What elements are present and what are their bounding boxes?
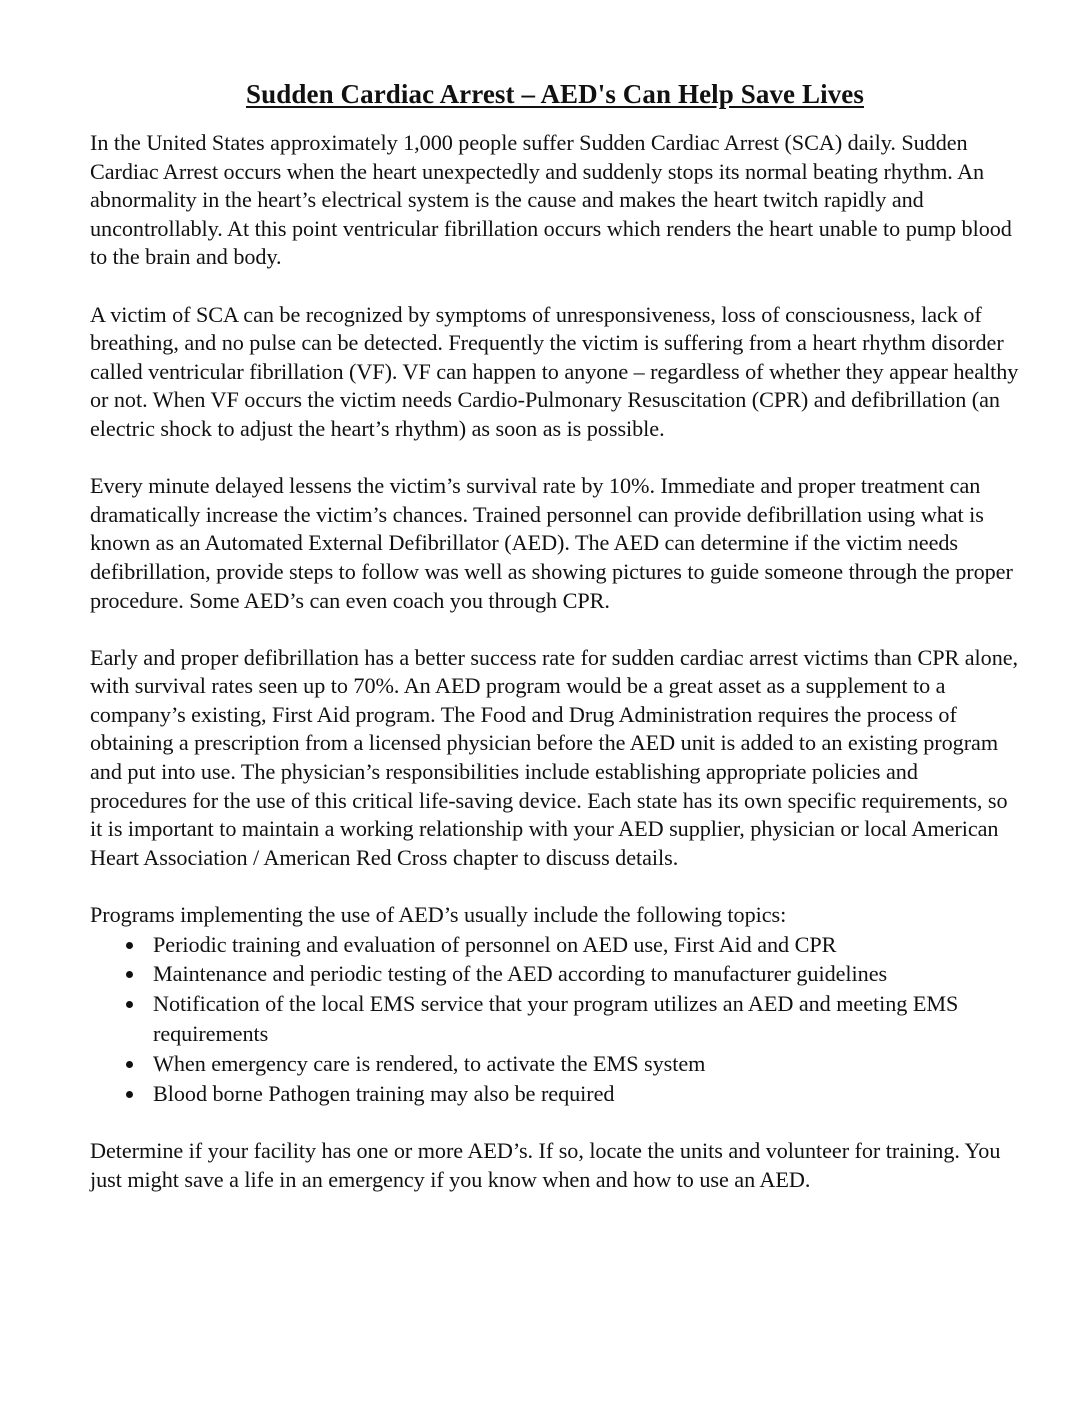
list-item-text: Notification of the local EMS service that your program utilizes an AED and meeting EMS requirements (153, 991, 959, 1047)
bullet-icon (126, 1001, 133, 1008)
topics-intro: Programs implementing the use of AED’s usually include the following topics: (90, 902, 787, 928)
list-item (90, 1079, 1020, 1109)
paragraph-sca-overview: In the United States approximately 1,000 people suffer Sudden Cardiac Arrest (SCA) daily. Sudden Cardiac Arrest occurs when the heart unexpectedly and suddenly stops its normal beating rhythm. An abnormality in the heart’s electrical system is the cause and makes the heart twitch rapidly and uncontrollably. At this point ventricular fibrillation occurs which renders the heart unable to pump blood to the brain and body. (90, 130, 1012, 270)
closing-paragraph: Determine if your facility has one or more AED’s. If so, locate the units and volunteer for training. You just might save a life in an emergency if you know when and how to use an AED. (90, 1138, 1001, 1192)
list-item (90, 989, 1020, 1049)
list-item (90, 959, 1020, 989)
topics-list (90, 930, 1020, 1109)
list-item-text: Maintenance and periodic testing of the AED according to manufacturer guidelines (153, 961, 888, 987)
bullet-icon (126, 1061, 133, 1068)
bullet-icon (126, 971, 133, 978)
paragraph-aed-treatment: Every minute delayed lessens the victim’s survival rate by 10%. Immediate and proper treatment can dramatically increase the victim’s chances. Trained personnel can provide defibrillation using what is known as an Automated External Defibrillator (AED). The AED can determine if the victim needs defibrillation, provide steps to follow was well as showing pictures to guide someone through the proper procedure. Some AED’s can even coach you through CPR. (90, 473, 1013, 613)
list-item-text: Periodic training and evaluation of personnel on AED use, First Aid and CPR (153, 931, 837, 957)
list-item (90, 930, 1020, 960)
document-body (90, 78, 1020, 1223)
bullet-icon (126, 942, 133, 949)
document-title: Sudden Cardiac Arrest – AED's Can Help Save Lives (246, 79, 864, 109)
list-item (90, 1049, 1020, 1079)
list-item-text: When emergency care is rendered, to activate the EMS system (153, 1050, 706, 1076)
bullet-icon (126, 1091, 133, 1098)
paragraph-aed-program: Early and proper defibrillation has a better success rate for sudden cardiac arrest victims than CPR alone, with survival rates seen up to 70%. An AED program would be a great asset as a supplement to a company’s existing, First Aid program. The Food and Drug Administration requires the process of obtaining a prescription from a licensed physician before the AED unit is added to an existing program and put into use. The physician’s responsibilities include establishing appropriate policies and procedures for the use of this critical life-saving device. Each state has its own specific requirements, so it is important to maintain a working relationship with your AED supplier, physician or local American Heart Association / American Red Cross chapter to discuss details. (90, 644, 1019, 870)
paragraph-sca-symptoms: A victim of SCA can be recognized by symptoms of unresponsiveness, loss of consciousness, lack of breathing, and no pulse can be detected. Frequently the victim is suffering from a heart rhythm disorder called ventricular fibrillation (VF). VF can happen to anyone – regardless of whether they appear healthy or not. When VF occurs the victim needs Cardio-Pulmonary Resuscitation (CPR) and defibrillation (an electric shock to adjust the heart’s rhythm) as soon as is possible. (90, 301, 1019, 441)
list-item-text: Blood borne Pathogen training may also be required (153, 1080, 615, 1106)
